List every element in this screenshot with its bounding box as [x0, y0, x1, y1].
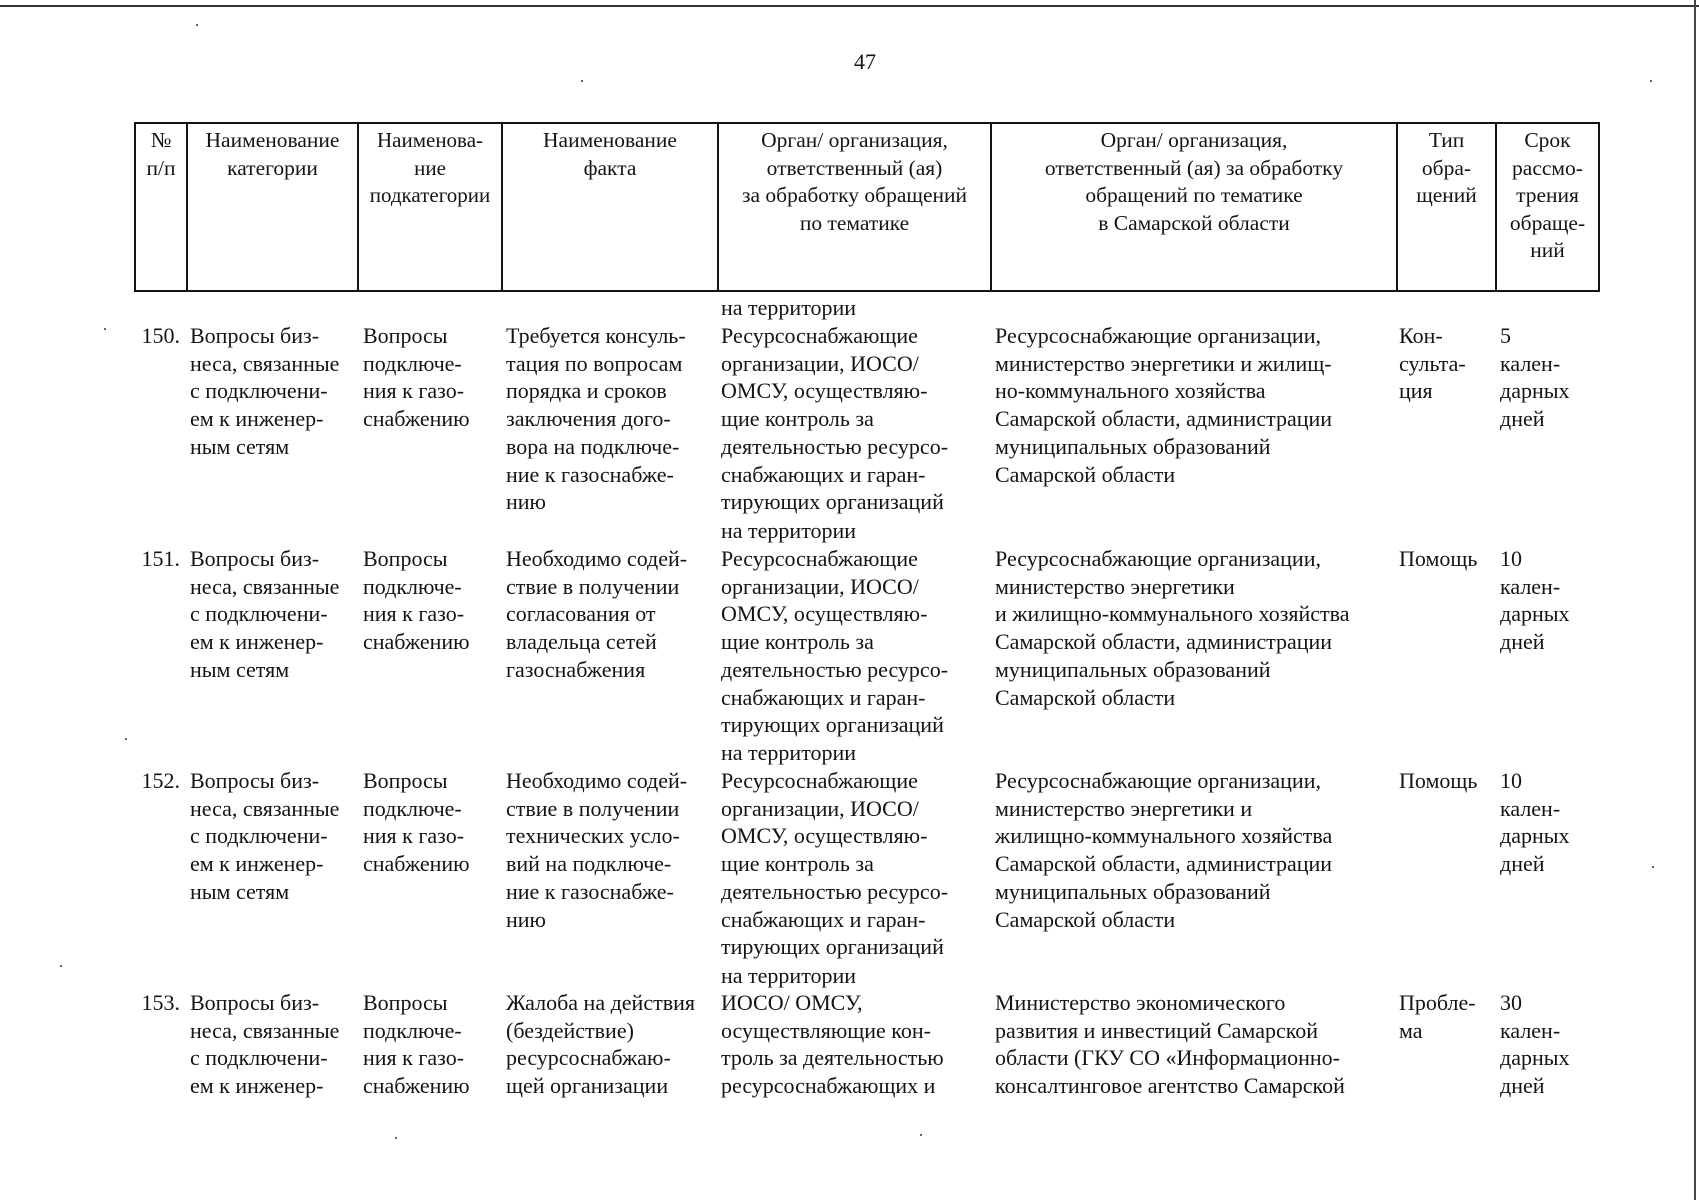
row-org-samara: Ресурсоснабжающие организации, министерство энергетики и жилищно-коммунального хозяйства Самарской области, администрации муниципальных образований Самарской области [995, 546, 1350, 710]
row-org-samara: Ресурсоснабжающие организации, министерство энергетики и жилищно-коммунального хозяйства Самарской области, администрации муниципальных образований Самарской области [995, 768, 1333, 932]
header-org-samara: Орган/ организация, ответственный (ая) за обработку обращений по тематике в Самарской области [992, 124, 1398, 290]
row-subcategory: Вопросы подключе- ния к газо- снабжению [363, 990, 470, 1099]
scan-speck [1652, 866, 1654, 868]
scan-border-top [0, 5, 1699, 7]
scan-border-right [1694, 0, 1696, 1200]
table-header [134, 122, 1600, 292]
carry-over-text: на территории [721, 295, 857, 320]
row-type: Помощь [1399, 768, 1478, 793]
scan-speck [1650, 80, 1652, 82]
row-type: Помощь [1399, 546, 1478, 571]
page-number: 47 [854, 49, 876, 74]
row-term: 5 кален- дарных дней [1500, 323, 1570, 432]
row-org: Ресурсоснабжающие организации, ИОСО/ ОМСУ, осуществляю- щие контроль за деятельностью ресурсо- снабжающих и гаран- тирующих организаций [721, 546, 949, 738]
row-type: Пробле- ма [1399, 990, 1476, 1043]
row-term: 10 кален- дарных дней [1500, 768, 1570, 877]
row-number: 151. [141, 546, 180, 571]
carry-over-text: на территории [721, 740, 857, 765]
scan-speck [125, 738, 127, 740]
scan-speck [581, 80, 583, 82]
row-subcategory: Вопросы подключе- ния к газо- снабжению [363, 768, 470, 877]
row-type: Кон- сульта- ция [1399, 323, 1466, 404]
scan-speck [104, 328, 106, 330]
carry-over-text: на территории [721, 963, 857, 988]
scan-speck [60, 965, 62, 967]
row-fact: Жалоба на действия (бездействие) ресурсоснабжаю- щей организации [506, 990, 695, 1099]
row-org-samara: Ресурсоснабжающие организации, министерство энергетики и жилищ- но-коммунального хозяйства Самарской области, администрации муниципальных образований Самарской области [995, 323, 1333, 487]
header-org: Орган/ организация, ответственный (ая) за обработку обращений по тематике [719, 124, 992, 290]
scan-speck [395, 1137, 397, 1139]
row-category: Вопросы биз- неса, связанные с подключени- ем к инженер- ным сетям [190, 323, 340, 459]
row-subcategory: Вопросы подключе- ния к газо- снабжению [363, 546, 470, 655]
row-number: 153. [141, 990, 180, 1015]
row-org: Ресурсоснабжающие организации, ИОСО/ ОМСУ, осуществляю- щие контроль за деятельностью ресурсо- снабжающих и гаран- тирующих организаций [721, 323, 949, 515]
header-term: Срок рассмо- трения обраще- ний [1509, 128, 1586, 262]
row-term: 10 кален- дарных дней [1500, 546, 1570, 655]
scan-speck [196, 24, 198, 26]
scan-speck [920, 1134, 922, 1136]
row-fact: Необходимо содей- ствие в получении согласования от владельца сетей газоснабжения [506, 546, 688, 682]
carry-over-text: на территории [721, 518, 857, 543]
row-org: ИОСО/ ОМСУ, осуществляющие кон- троль за деятельностью ресурсоснабжающих и [721, 990, 944, 1099]
header-type: Тип обра- щений [1398, 124, 1497, 290]
row-org: Ресурсоснабжающие организации, ИОСО/ ОМСУ, осуществляю- щие контроль за деятельностью ресурсо- снабжающих и гаран- тирующих организаций [721, 768, 949, 960]
row-category: Вопросы биз- неса, связанные с подключени- ем к инженер- [190, 990, 340, 1099]
row-subcategory: Вопросы подключе- ния к газо- снабжению [363, 323, 470, 432]
row-fact: Необходимо содей- ствие в получении технических усло- вий на подключе- ние к газоснабже- нию [506, 768, 688, 932]
row-number: 152. [141, 768, 180, 793]
header-fact: Наименование факта [503, 124, 719, 290]
row-fact: Требуется консуль- тация по вопросам порядка и сроков заключения дого- вора на подключе- ние к газоснабже- нию [506, 323, 686, 515]
row-org-samara: Министерство экономического развития и инвестиций Самарской области (ГКУ СО «Информационно- консалтинговое агентство Самарской [995, 990, 1345, 1099]
row-category: Вопросы биз- неса, связанные с подключени- ем к инженер- ным сетям [190, 768, 340, 904]
row-category: Вопросы биз- неса, связанные с подключени- ем к инженер- ным сетям [190, 546, 340, 682]
header-subcategory: Наименова- ние подкатегории [359, 124, 503, 290]
row-number: 150. [141, 323, 180, 348]
header-number: № п/п [136, 124, 188, 290]
header-category: Наименование категории [188, 124, 359, 290]
row-term: 30 кален- дарных дней [1500, 990, 1570, 1099]
